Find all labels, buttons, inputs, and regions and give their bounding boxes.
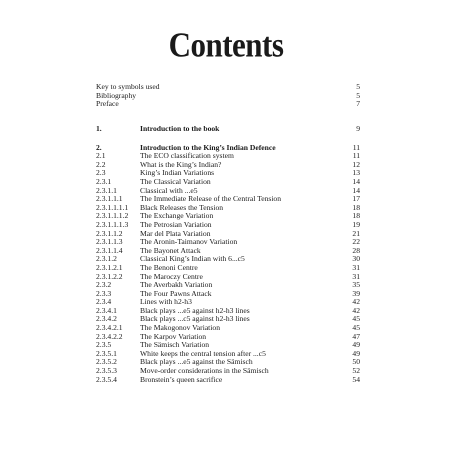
section-page-number: 21 <box>352 228 360 238</box>
chapter-number: 2. <box>96 142 102 152</box>
section-number: 2.3.1.1.1 <box>96 194 123 204</box>
section-title: The Bayonet Attack <box>140 245 201 255</box>
section-number: 2.3.1.1.3 <box>96 237 123 247</box>
section-title: Move-order considerations in the Sämisch <box>140 366 269 376</box>
front-matter-page-number: 7 <box>356 99 360 109</box>
section-number: 2.3.5.2 <box>96 357 117 367</box>
section-page-number: 49 <box>352 340 360 350</box>
section-number: 2.3.1.1.1.3 <box>96 219 129 229</box>
section-page-number: 31 <box>352 271 360 281</box>
section-number: 2.3.1.2 <box>96 254 117 264</box>
section-title: Black Releases the Tension <box>140 202 224 212</box>
front-matter-label: Preface <box>96 99 119 109</box>
front-matter-page-number: 5 <box>356 90 360 100</box>
section-page-number: 19 <box>352 219 360 229</box>
section-page-number: 35 <box>352 280 360 290</box>
section-page-number: 50 <box>352 357 360 367</box>
section-title: Black plays ...e5 against h2-h3 lines <box>140 305 250 315</box>
section-page-number: 42 <box>352 305 360 315</box>
section-page-number: 14 <box>352 185 360 195</box>
section-number: 2.3.2 <box>96 280 112 290</box>
toc-entry <box>96 152 360 161</box>
section-title: The Aronin-Taimanov Variation <box>140 237 238 247</box>
chapter-page-number: 11 <box>352 142 360 152</box>
section-page-number: 18 <box>352 202 360 212</box>
section-number: 2.3.1.1.4 <box>96 245 123 255</box>
section-number: 2.3.1.1.1.2 <box>96 211 129 221</box>
front-matter-page-number: 5 <box>356 82 360 91</box>
section-title: The Classical Variation <box>140 176 211 186</box>
section-title: What is the King’s Indian? <box>140 159 222 169</box>
chapter-title: Introduction to the book <box>140 124 220 133</box>
toc-entry <box>96 290 360 299</box>
section-page-number: 31 <box>352 262 360 272</box>
front-matter-item <box>96 100 360 109</box>
section-number: 2.3.1.1 <box>96 185 117 195</box>
chapter-page-number: 9 <box>356 124 360 133</box>
section-number: 2.1 <box>96 151 106 161</box>
toc-entry <box>96 161 360 170</box>
section-title: Classical King’s Indian with 6...c5 <box>140 254 245 264</box>
front-matter-label: Bibliography <box>96 90 137 100</box>
section-title: The Benoni Centre <box>140 262 198 272</box>
section-title: White keeps the central tension after ...c5 <box>140 348 266 358</box>
section-number: 2.3 <box>96 168 106 178</box>
toc-entry <box>96 221 360 230</box>
section-number: 2.3.5.4 <box>96 374 117 384</box>
section-title: The Four Pawns Attack <box>140 288 212 298</box>
chapter-number: 1. <box>96 124 102 133</box>
section-title: King’s Indian Variations <box>140 168 215 178</box>
section-number: 2.3.4 <box>96 297 112 307</box>
toc-entry <box>96 367 360 376</box>
toc-entry <box>96 324 360 333</box>
section-page-number: 28 <box>352 245 360 255</box>
section-page-number: 22 <box>352 237 360 247</box>
section-number: 2.3.5.1 <box>96 348 117 358</box>
section-number: 2.3.1.2.2 <box>96 271 123 281</box>
section-title: The Karpov Variation <box>140 331 207 341</box>
toc-entry <box>96 169 360 178</box>
section-title: Classical with ...e5 <box>140 185 198 195</box>
section-title: The Immediate Release of the Central Tension <box>140 194 282 204</box>
toc-entry <box>96 376 360 385</box>
section-page-number: 49 <box>352 348 360 358</box>
toc-entry <box>96 204 360 213</box>
section-page-number: 17 <box>352 194 360 204</box>
section-title: The Maroczy Centre <box>140 271 203 281</box>
section-page-number: 14 <box>352 176 360 186</box>
section-number: 2.3.5.3 <box>96 366 117 376</box>
toc-entry <box>96 238 360 247</box>
section-page-number: 54 <box>352 374 360 384</box>
section-title: Lines with h2-h3 <box>140 297 192 307</box>
section-page-number: 45 <box>352 314 360 324</box>
section-page-number: 47 <box>352 331 360 341</box>
section-page-number: 45 <box>352 323 360 333</box>
section-title: The Makogonov Variation <box>140 323 221 333</box>
section-number: 2.3.4.1 <box>96 305 117 315</box>
section-title: Mar del Plata Variation <box>140 228 211 238</box>
toc-entry <box>96 333 360 342</box>
front-matter-label: Key to symbols used <box>96 82 160 91</box>
toc-entry <box>96 212 360 221</box>
toc-entry <box>96 281 360 290</box>
chapter-title: Introduction to the King’s Indian Defence <box>140 142 276 152</box>
section-page-number: 52 <box>352 366 360 376</box>
toc-entry <box>96 264 360 273</box>
section-number: 2.3.1.1.2 <box>96 228 123 238</box>
section-number: 2.3.4.2.1 <box>96 323 123 333</box>
section-page-number: 13 <box>352 168 360 178</box>
section-number: 2.3.1 <box>96 176 112 186</box>
section-title: The Averbakh Variation <box>140 280 213 290</box>
section-title: The Petrosian Variation <box>140 219 212 229</box>
section-title: Black plays ...c5 against h2-h3 lines <box>140 314 250 324</box>
front-matter-item <box>96 92 360 101</box>
toc-entry <box>96 315 360 324</box>
toc-entry <box>96 273 360 282</box>
section-title: The Sämisch Variation <box>140 340 210 350</box>
toc-entry <box>96 195 360 204</box>
section-number: 2.3.4.2 <box>96 314 117 324</box>
section-title: The ECO classification system <box>140 151 234 161</box>
section-number: 2.2 <box>96 159 106 169</box>
section-page-number: 12 <box>352 159 360 169</box>
section-number: 2.3.3 <box>96 288 112 298</box>
section-number: 2.3.1.1.1.1 <box>96 202 129 212</box>
section-page-number: 11 <box>352 151 360 161</box>
section-number: 2.3.1.2.1 <box>96 262 123 272</box>
section-title: Black plays ...e5 against the Sämisch <box>140 357 253 367</box>
chapter-heading <box>96 125 360 134</box>
section-number: 2.3.5 <box>96 340 112 350</box>
front-matter-list <box>96 83 360 109</box>
section-page-number: 39 <box>352 288 360 298</box>
section-page-number: 30 <box>352 254 360 264</box>
section-page-number: 18 <box>352 211 360 221</box>
section-title: Bronstein’s queen sacrifice <box>140 374 223 384</box>
toc-entry <box>96 178 360 187</box>
section-number: 2.3.4.2.2 <box>96 331 123 341</box>
chapter-list <box>96 125 360 384</box>
section-page-number: 42 <box>352 297 360 307</box>
page-title: Contents <box>168 25 284 65</box>
section-title: The Exchange Variation <box>140 211 214 221</box>
toc-entry <box>96 255 360 264</box>
